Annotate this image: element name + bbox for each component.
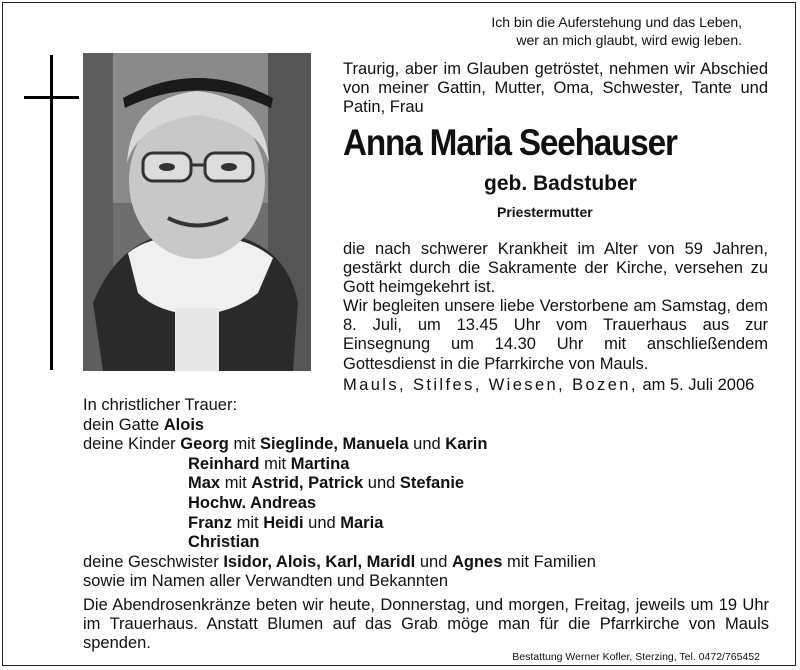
funeral-home-credit: Bestattung Werner Kofler, Sterzing, Tel. 0472/765452	[512, 651, 760, 663]
mourners-heading: In christlicher Trauer:	[83, 396, 238, 414]
notice-date: am 5. Juli 2006	[642, 376, 755, 394]
place-date-line	[343, 375, 754, 395]
title-label: Priestermutter	[497, 204, 593, 220]
bible-verse	[491, 13, 742, 49]
cross-bar	[24, 96, 79, 99]
verse-line-2: wer an mich glaubt, wird ewig leben.	[516, 32, 742, 48]
child-line: Max mit Astrid, Patrick und Stefanie	[188, 474, 465, 493]
death-paragraph: die nach schwerer Krankheit im Alter von 59 Jahren, gestärkt durch die Sakramente der Kirche, versehen zu Gott heimgekehrt ist.	[343, 240, 768, 297]
siblings-line: deine Geschwister Isidor, Alois, Karl, Maridl und Agnes mit Familien	[83, 552, 596, 571]
child-line: Reinhard mit Martina	[188, 454, 350, 473]
cross-icon	[50, 55, 53, 370]
verse-line-1: Ich bin die Auferstehung und das Leben,	[491, 14, 742, 30]
deceased-name: Anna Maria Seehauser	[343, 122, 677, 163]
child-line: Christian	[188, 533, 260, 552]
relatives-line: sowie im Namen aller Verwandten und Bekannten	[83, 572, 449, 591]
intro-text: Traurig, aber im Glauben getröstet, nehmen wir Abschied von meiner Gattin, Mutter, Oma, Schwester, Tante und Patin, Frau	[343, 60, 768, 116]
spouse-line: dein Gatte Alois	[83, 415, 205, 434]
portrait-photo	[83, 53, 311, 371]
mourners-list	[83, 396, 596, 592]
rosary-note: Die Abendrosenkränze beten wir heute, Donnerstag, und morgen, Freitag, jeweils um 19 Uhr im Trauerhaus. Anstatt Blumen auf das Grab möge man für die Pfarrkirche von Mauls spenden.	[83, 596, 769, 653]
children-line: deine Kinder Georg mit Sieglinde, Manuela und Karin	[83, 435, 488, 454]
places: Mauls, Stilfes, Wiesen, Bozen,	[343, 376, 638, 394]
child-line: Franz mit Heidi und Maria	[188, 513, 384, 532]
funeral-paragraph: Wir begleiten unsere liebe Verstorbene am Samstag, dem 8. Juli, um 13.45 Uhr vom Trauerhaus aus zur Einsegnung um 14.30 Uhr mit anschließendem Gottesdienst in die Pfarrkirche von Mauls.	[343, 297, 768, 373]
birth-name: geb. Badstuber	[484, 172, 637, 195]
child-line: Hochw. Andreas	[188, 493, 317, 512]
